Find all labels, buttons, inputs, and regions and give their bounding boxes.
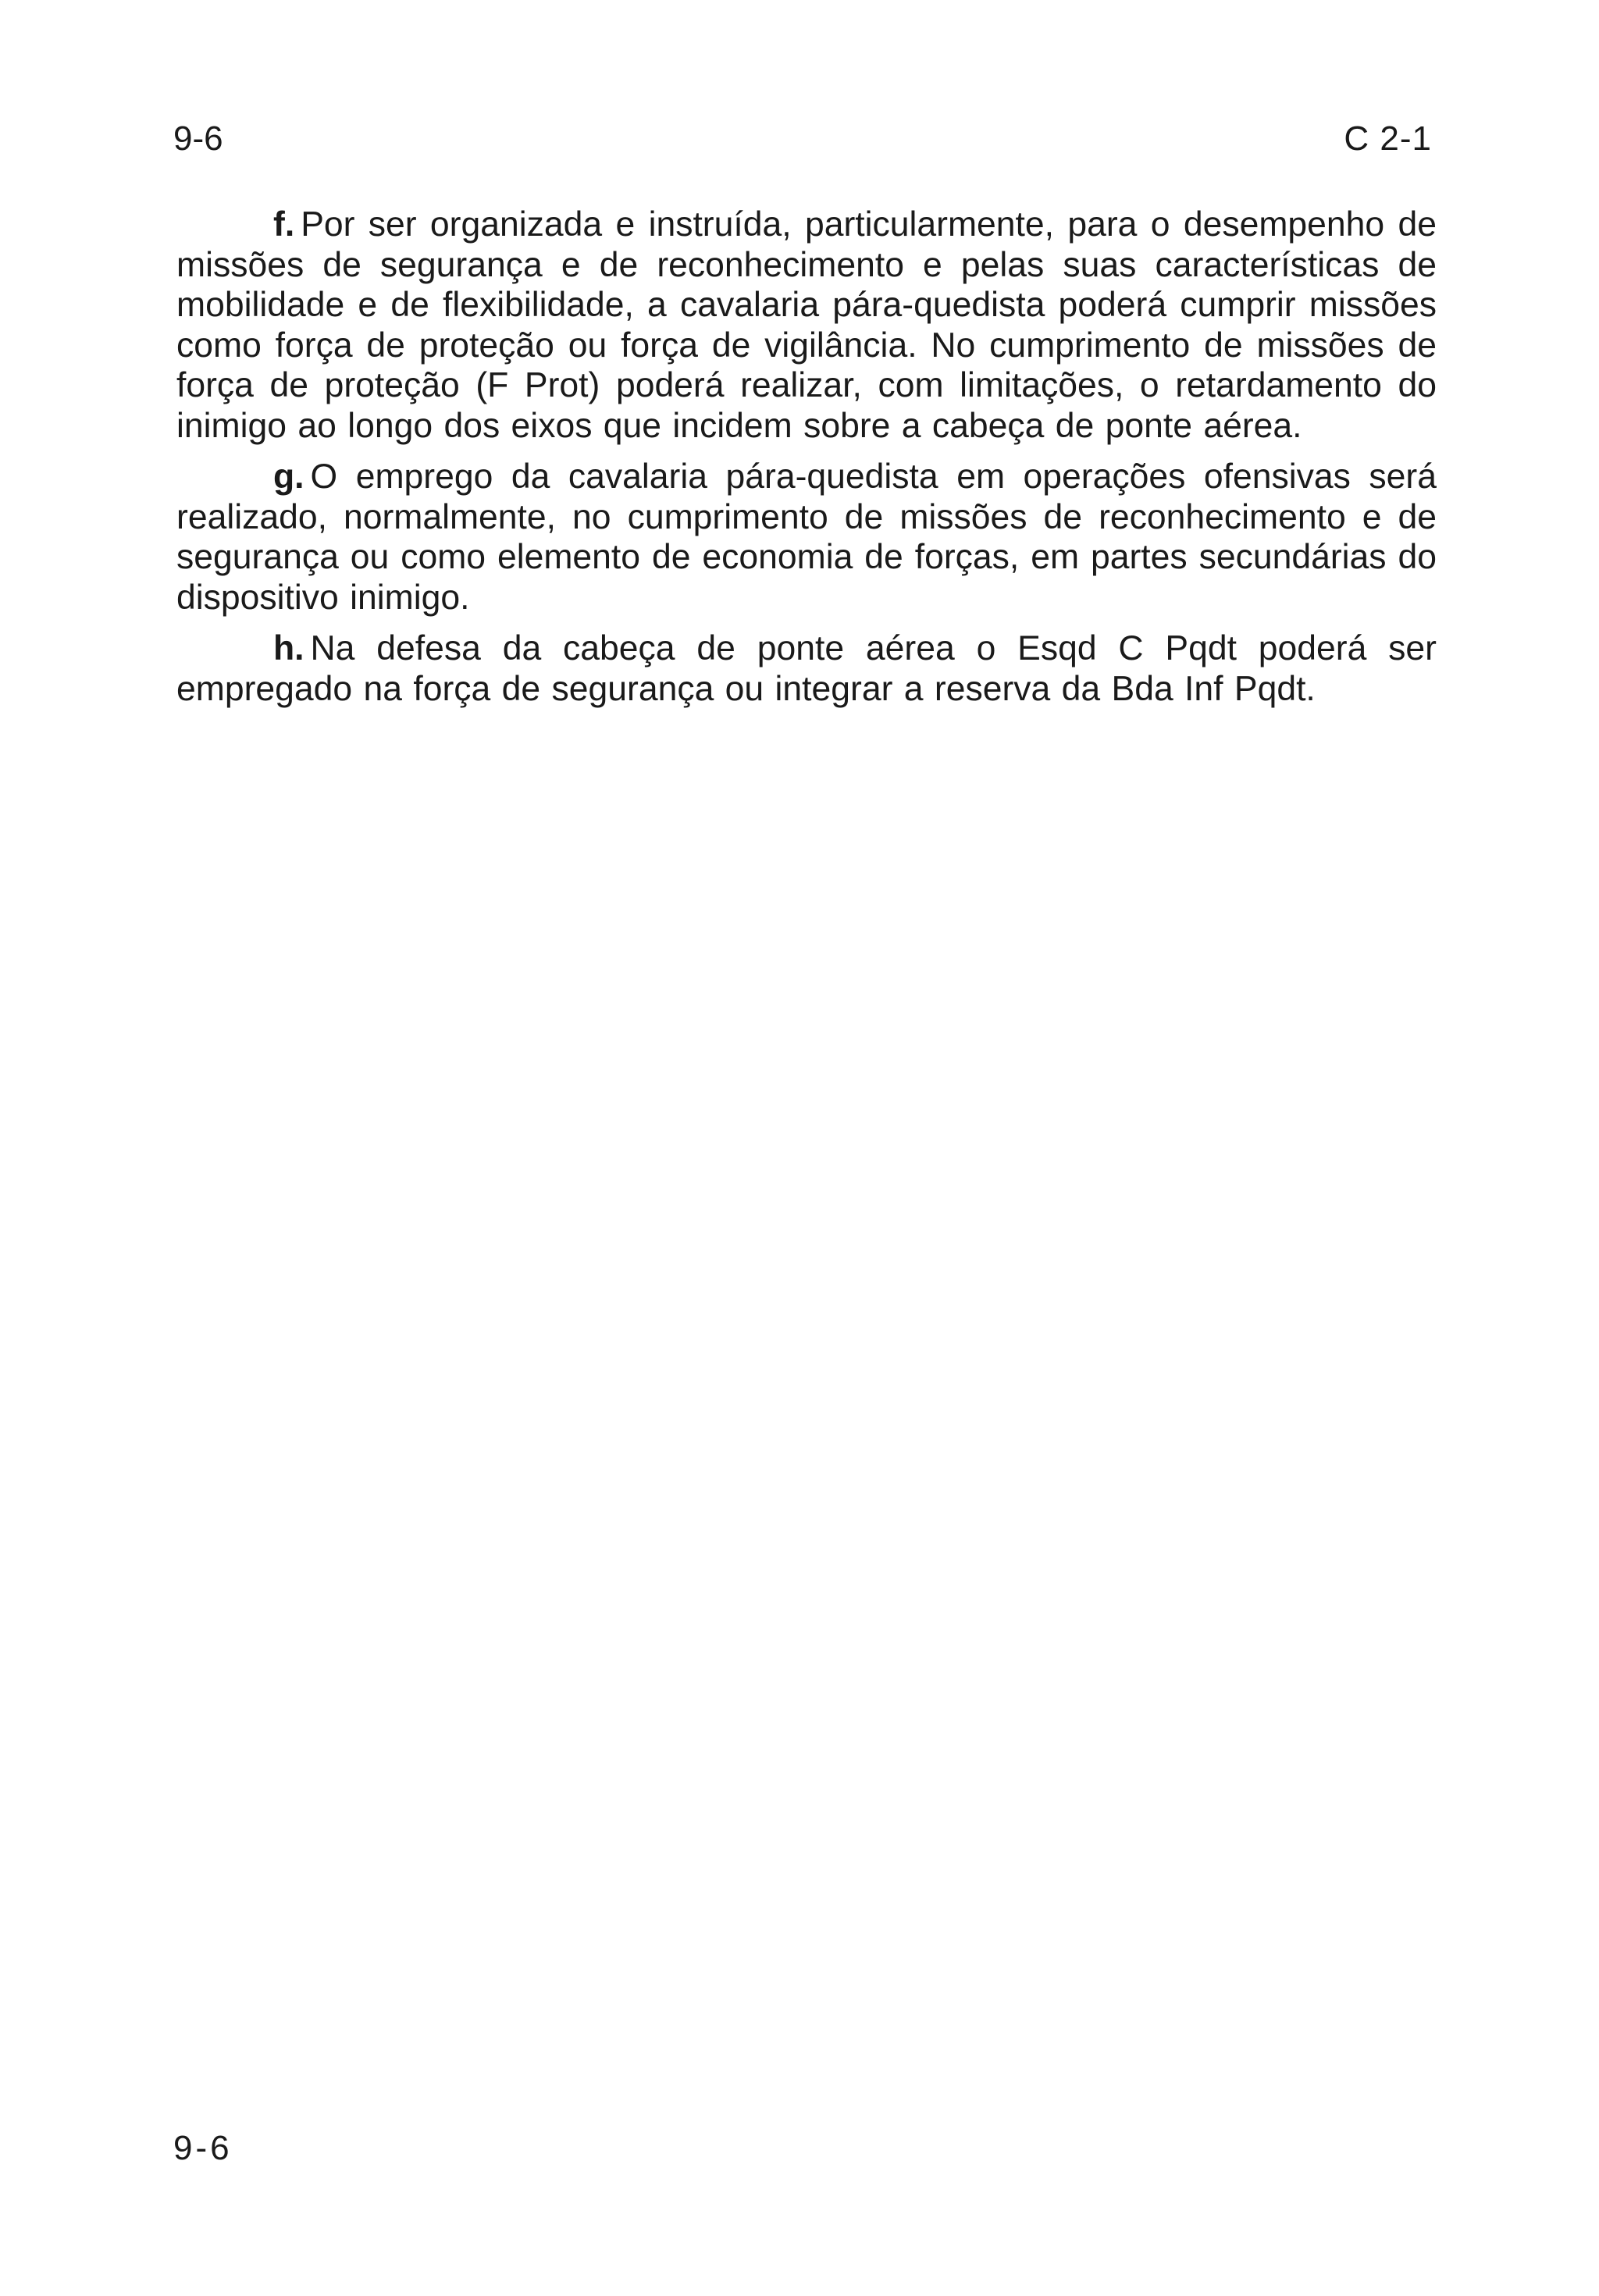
footer-page-number: 9-6: [173, 2129, 233, 2167]
body-text: [176, 205, 1437, 709]
paragraph-g: [176, 457, 1437, 618]
paragraph-text: Por ser organizada e instruída, particularmente, para o desempenho de missões de segurança e de reconhecimento e pelas suas características de mobilidade e de flexibilidade, a cavalaria pára-quedista poderá cumprir missões como força de proteção ou força de vigilância. No cumprimento de missões de força de proteção (F Prot) poderá realizar, com limitações, o retardamento do inimigo ao longo dos eixos que incidem sobre a cabeça de ponte aérea.: [176, 205, 1437, 445]
paragraph-label: g.: [273, 457, 304, 496]
paragraph-text: Na defesa da cabeça de ponte aérea o Esqd C Pqdt poderá ser empregado na força de segurança ou integrar a reserva da Bda Inf Pqdt.: [176, 629, 1437, 708]
paragraph-label: f.: [273, 205, 295, 244]
paragraph-h: [176, 628, 1437, 709]
header-manual-code: C 2-1: [1344, 119, 1432, 158]
paragraph-f: [176, 205, 1437, 446]
paragraph-text: O emprego da cavalaria pára-quedista em operações ofensivas será realizado, normalmente, no cumprimento de missões de reconhecimento e de segurança ou como elemento de economia de forças, em partes secundárias do dispositivo inimigo.: [176, 457, 1437, 617]
paragraph-label: h.: [273, 629, 304, 667]
header-page-number: 9-6: [173, 119, 223, 158]
